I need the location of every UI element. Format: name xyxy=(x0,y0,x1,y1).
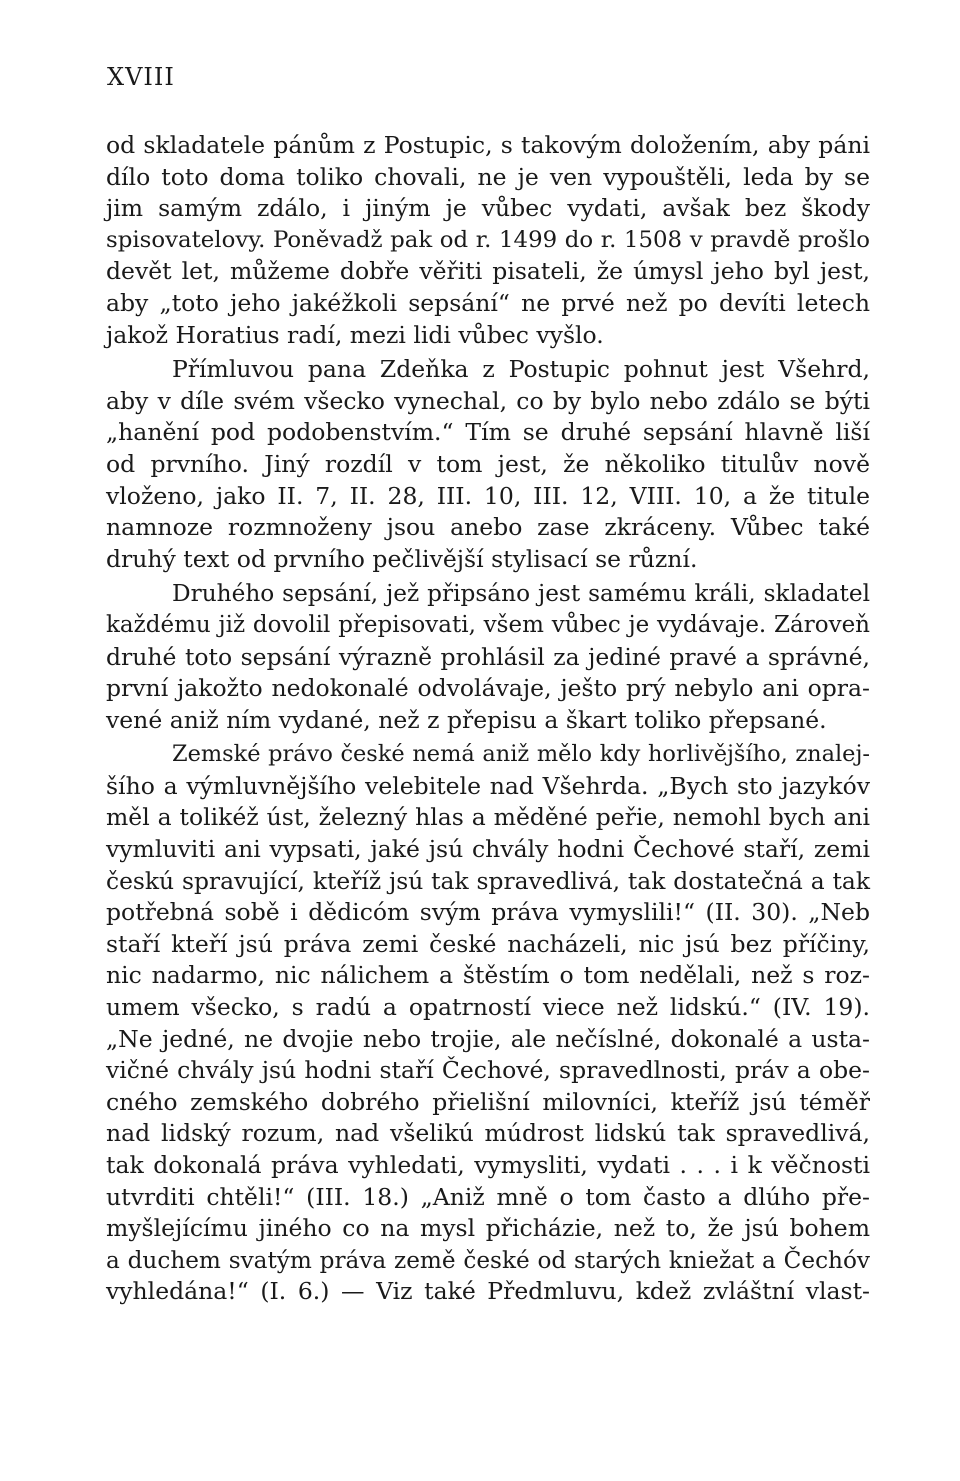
paragraph-3 xyxy=(106,578,870,736)
text-line: Druhého sepsání, jež připsáno jest samému králi, skladatel xyxy=(172,580,870,608)
text-line: myšlejícímu jiného co na mysl přicházie, než to, že jsú bohem xyxy=(106,1214,870,1243)
text-line: vyhledána!“ (I. 6.) — Viz také Předmluvu, kdež zvláštní vlast- xyxy=(106,1277,870,1306)
text-line: utvrditi chtěli!“ (III. 18.) „Aniž mně o tom často a dlúho pře- xyxy=(106,1182,870,1211)
paragraph-1 xyxy=(106,130,870,351)
text-line: jim samým zdálo, i jiným je vůbec vydati, avšak bez škody xyxy=(106,194,870,223)
text-line: jakož Horatius radí, mezi lidi vůbec vyšlo. xyxy=(106,320,604,349)
text-line: druhý text od prvního pečlivější stylisací se různí. xyxy=(106,544,698,573)
text-line: od skladatele pánům z Postupic, s takovým doložením, aby páni xyxy=(106,131,870,159)
text-line: každému již dovolil přepisovati, všem vůbec je vydávaje. Zároveň xyxy=(106,611,870,638)
text-line: měl a tolikéž úst, železný hlas a měděné peřie, nemohl bych ani xyxy=(106,803,870,832)
text-line: tak dokonalá práva vyhledati, vymysliti, vydati . . . i k věčnosti xyxy=(106,1151,870,1179)
text-line: a duchem svatým práva země české od starých kniežat a Čechóv xyxy=(106,1246,870,1274)
text-line: vymluviti ani vypsati, jaké jsú chvály hodni Čechové staří, zemi xyxy=(106,835,870,864)
text-line: vloženo, jako II. 7, II. 28, III. 10, III. 12, VIII. 10, a že titule xyxy=(106,481,870,510)
text-line: devět let, můžeme dobře věřiti pisateli, že úmysl jeho byl jest, xyxy=(106,257,870,286)
paragraph-2 xyxy=(106,354,870,575)
text-line: šího a výmluvnějšího velebitele nad Všehrda. „Bych sto jazykóv xyxy=(106,771,870,800)
text-line: českú spravující, kteříž jsú tak spravedlivá, tak dostatečná a tak xyxy=(106,866,870,895)
text-line: Přímluvou pana Zdeňka z Postupic pohnut jest Všehrd, xyxy=(172,355,870,384)
text-line: aby „toto jeho jakéžkoli sepsání“ ne prvé než po devíti letech xyxy=(106,288,870,317)
text-line: aby v díle svém všecko vynechal, co by bylo nebo zdálo se býti xyxy=(106,386,870,415)
body-text xyxy=(106,130,870,1308)
text-line: od prvního. Jiný rozdíl v tom jest, že několiko titulův nově xyxy=(106,449,870,478)
text-line: namnoze rozmnoženy jsou anebo zase zkráceny. Vůbec také xyxy=(106,513,870,542)
text-line: nic nadarmo, nic nálichem a štěstím o tom nedělali, než s roz- xyxy=(106,961,870,990)
text-line: „Ne jedné, ne dvojie nebo trojie, ale nečíslné, dokonalé a usta- xyxy=(106,1024,870,1053)
text-line: Zemské právo české nemá aniž mělo kdy horlivějšího, znalej- xyxy=(172,741,870,768)
text-line: spisovatelovy. Poněvadž pak od r. 1499 do r. 1508 v pravdě prošlo xyxy=(106,226,870,253)
text-line: umem všecko, s radú a opatrností viece než lidskú.“ (IV. 19). xyxy=(106,993,870,1022)
text-line: cného zemského dobrého přielišní milovníci, kteříž jsú téměř xyxy=(106,1087,870,1116)
text-line: vičné chvály jsú hodni staří Čechové, spravedlnosti, práv a obe- xyxy=(106,1056,870,1085)
text-line: potřebná sobě i dědicóm svým práva vymyslili!“ (II. 30). „Neb xyxy=(106,898,870,927)
text-line: druhé toto sepsání výrazně prohlásil za jediné pravé a správné, xyxy=(106,642,870,671)
text-line: první jakožto nedokonalé odvolávaje, ješto prý nebylo ani opra- xyxy=(106,674,870,703)
paragraph-4 xyxy=(106,739,870,1308)
text-line: dílo toto doma toliko chovali, ne je ven vypouštěli, leda by se xyxy=(106,162,870,191)
text-line: nad lidský rozum, nad všelikú múdrost lidskú tak spravedlivá, xyxy=(106,1119,870,1148)
text-line: staří kteří jsú práva zemi české nacházeli, nic jsú bez příčiny, xyxy=(106,929,870,958)
page-number: XVIII xyxy=(107,63,175,91)
text-line: „hanění pod podobenstvím.“ Tím se druhé sepsání hlavně liší xyxy=(106,418,870,447)
text-line: vené aniž ním vydané, než z přepisu a škart toliko přepsané. xyxy=(106,705,827,734)
